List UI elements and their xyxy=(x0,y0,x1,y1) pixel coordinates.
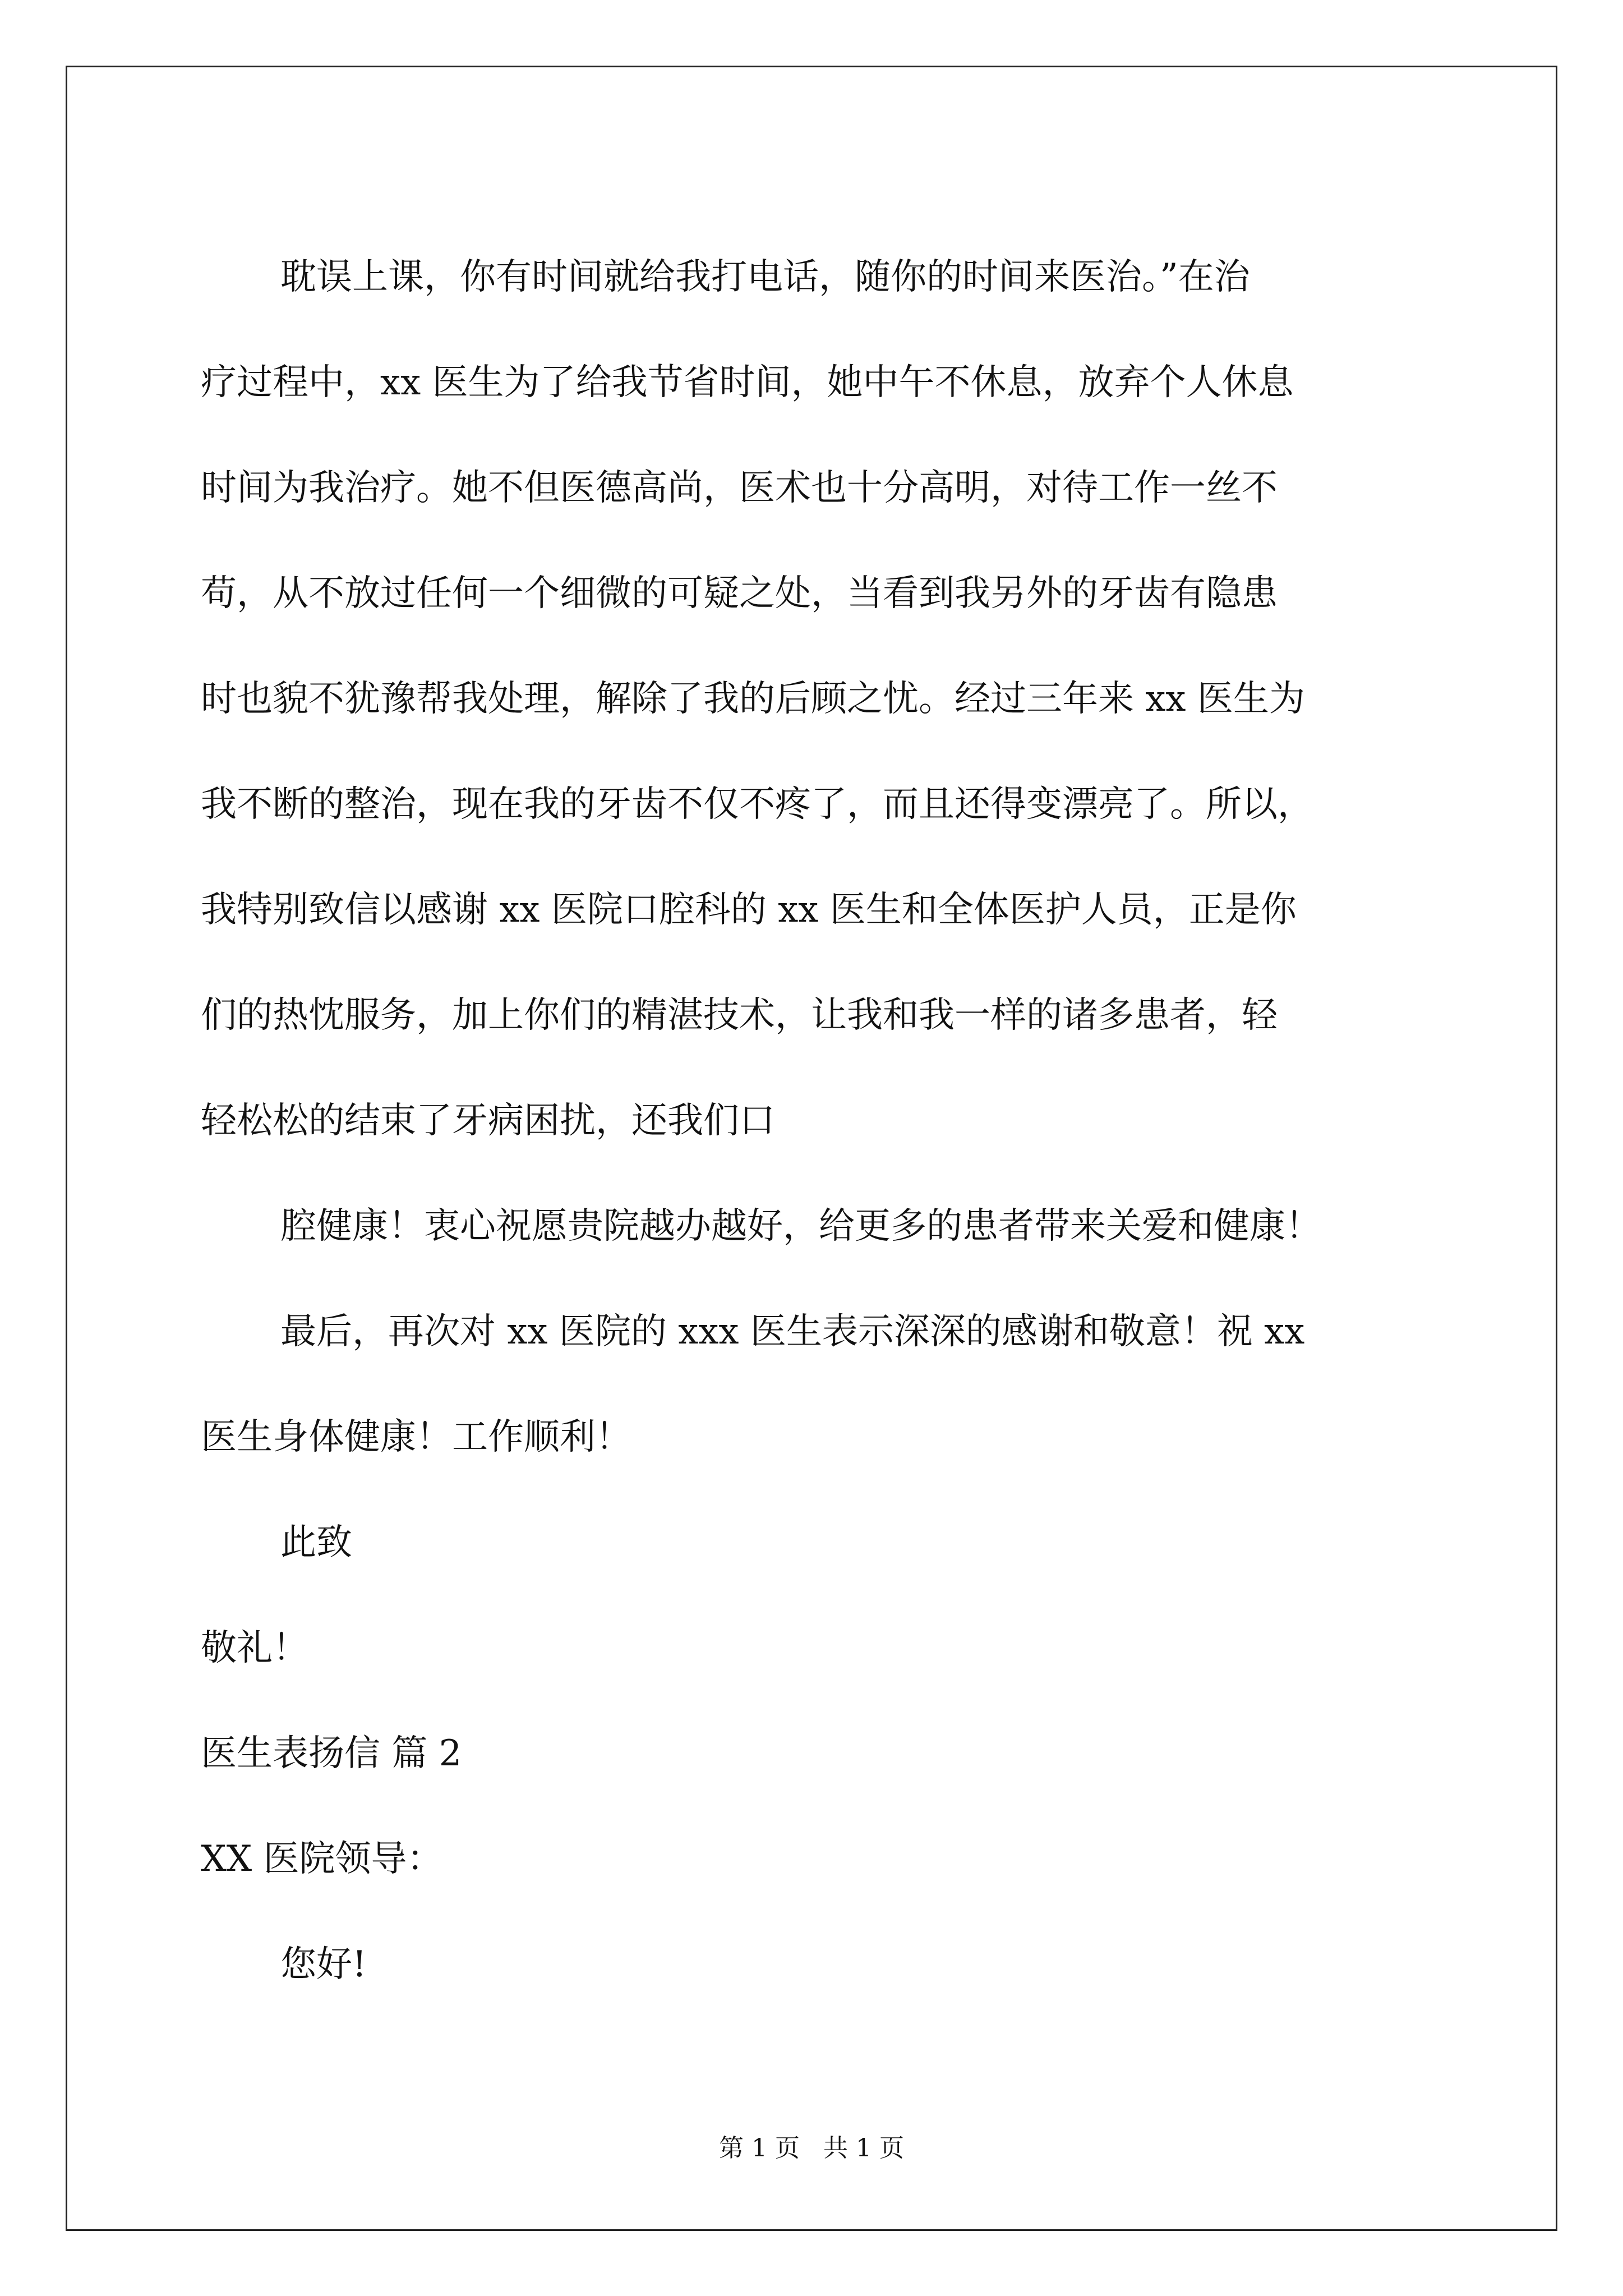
paragraph-1-line: 时也貌不犹豫帮我处理，解除了我的后顾之忧。经过三年来 xx 医生为 xyxy=(201,678,1305,720)
paragraph-1-line: 时间为我治疗。她不但医德高尚，医术也十分高明，对待工作一丝不 xyxy=(201,467,1278,509)
addressee-text: XX 医院领导： xyxy=(201,1838,443,1880)
paragraph-3-line: 医生身体健康！工作顺利！ xyxy=(201,1416,631,1458)
paragraph-2: 腔健康！衷心祝愿贵院越办越好，给更多的患者带来关爱和健康！ xyxy=(280,1205,1321,1247)
paragraph-3 xyxy=(201,1279,1435,1490)
paragraph-1-line: 轻松松的结束了牙病困扰，还我们口 xyxy=(201,1100,775,1142)
paragraph-1-line: 疗过程中，xx 医生为了给我节省时间，她中午不休息，放弃个人休息 xyxy=(201,362,1294,403)
page-footer: 第 1 页 共 1 页 xyxy=(719,2134,904,2162)
document-body xyxy=(201,224,1435,2017)
paragraph-1-line: 耽误上课，你有时间就给我打电话，随你的时间来医治。”在治 xyxy=(280,256,1250,298)
paragraph-1-line: 我特别致信以感谢 xx 医院口腔科的 xx 医生和全体医护人员，正是你 xyxy=(201,889,1297,931)
paragraph-1 xyxy=(201,224,1435,1174)
greeting-text: 您好! xyxy=(280,1944,367,1985)
paragraph-3-line: 最后，再次对 xx 医院的 xxx 医生表示深深的感谢和敬意！祝 xx xyxy=(280,1311,1305,1352)
closing-text: 此致 xyxy=(280,1522,352,1563)
paragraph-1-line: 我不断的整治，现在我的牙齿不仅不疼了，而且还得变漂亮了。所以， xyxy=(201,784,1313,825)
salute-text: 敬礼！ xyxy=(201,1627,308,1669)
paragraph-1-line: 们的热忱服务，加上你们的精湛技术，让我和我一样的诸多患者，轻 xyxy=(201,995,1278,1036)
section-title: 医生表扬信 篇 2 xyxy=(201,1733,462,1774)
paragraph-1-line: 苟，从不放过任何一个细微的可疑之处，当看到我另外的牙齿有隐患 xyxy=(201,573,1278,614)
